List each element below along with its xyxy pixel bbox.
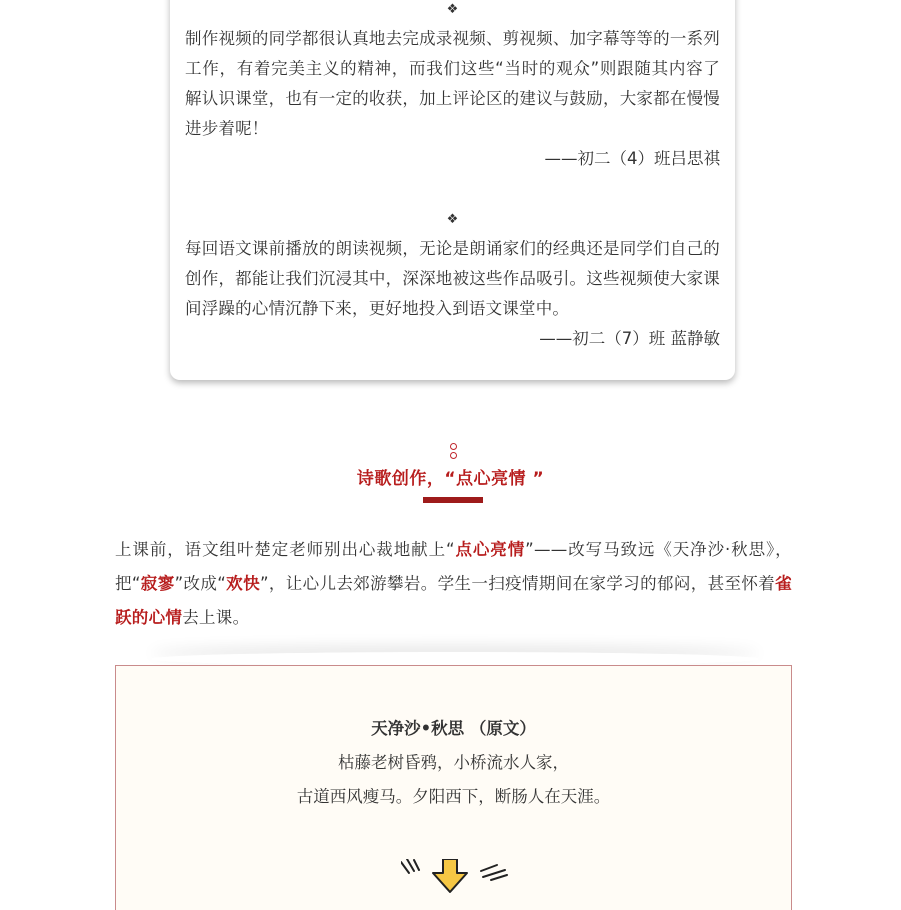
intro-paragraph xyxy=(115,533,792,635)
poem-line: 枯藤老树昏鸦，小桥流水人家， xyxy=(338,753,569,772)
ornament-icon: ❖ xyxy=(446,2,459,17)
down-arrow-icon xyxy=(401,859,511,899)
poem-box-shadow xyxy=(150,652,760,666)
paragraph-text: ”改成“ xyxy=(174,574,227,593)
student-comments-card xyxy=(170,0,735,380)
section-title: 诗歌创作，“点心亮情 ” xyxy=(356,469,545,489)
highlight-text: 欢快 xyxy=(226,574,260,593)
poem-title: 天净沙•秋思 （原文） xyxy=(371,719,536,738)
highlight-text: 雀跃的心情 xyxy=(115,574,792,627)
highlight-text: 点心亮情 xyxy=(454,540,526,559)
paragraph-text: ”——改写马致远《天净沙·秋思》，把“ xyxy=(115,540,792,593)
paragraph-text: ”，让心儿去郊游攀岩。学生一扫疫情期间在家学习的郁闷，甚至怀着 xyxy=(259,574,776,593)
poem-line: 古道西风瘦马。夕阳西下，断肠人在天涯。 xyxy=(296,787,611,806)
title-underline xyxy=(423,497,483,503)
comment-author: ——初二（4）班吕思祺 xyxy=(544,149,720,168)
heading-circles-icon xyxy=(447,443,459,467)
comment-author: ——初二（7）班 蓝静敏 xyxy=(539,329,720,348)
comment-text: 制作视频的同学都很认真地去完成录视频、剪视频、加字幕等等的一系列工作，有着完美主义的精神，而我们这些“当时的观众”则跟随其内容了解认识课堂，也有一定的收获，加上评论区的建议与鼓励，大家都在慢慢进步着呢！ xyxy=(185,29,720,138)
paragraph-text: 去上课。 xyxy=(182,608,250,627)
comment-text: 每回语文课前播放的朗读视频，无论是朗诵家们的经典还是同学们自己的创作，都能让我们沉浸其中，深深地被这些作品吸引。这些视频使大家课间浮躁的心情沉静下来，更好地投入到语文课堂中。 xyxy=(185,239,720,318)
paragraph-text: 上课前，语文组叶楚定老师别出心裁地献上“ xyxy=(115,540,455,559)
highlight-text: 寂寥 xyxy=(140,574,175,593)
poem-box xyxy=(115,665,792,910)
ornament-icon: ❖ xyxy=(446,212,459,227)
